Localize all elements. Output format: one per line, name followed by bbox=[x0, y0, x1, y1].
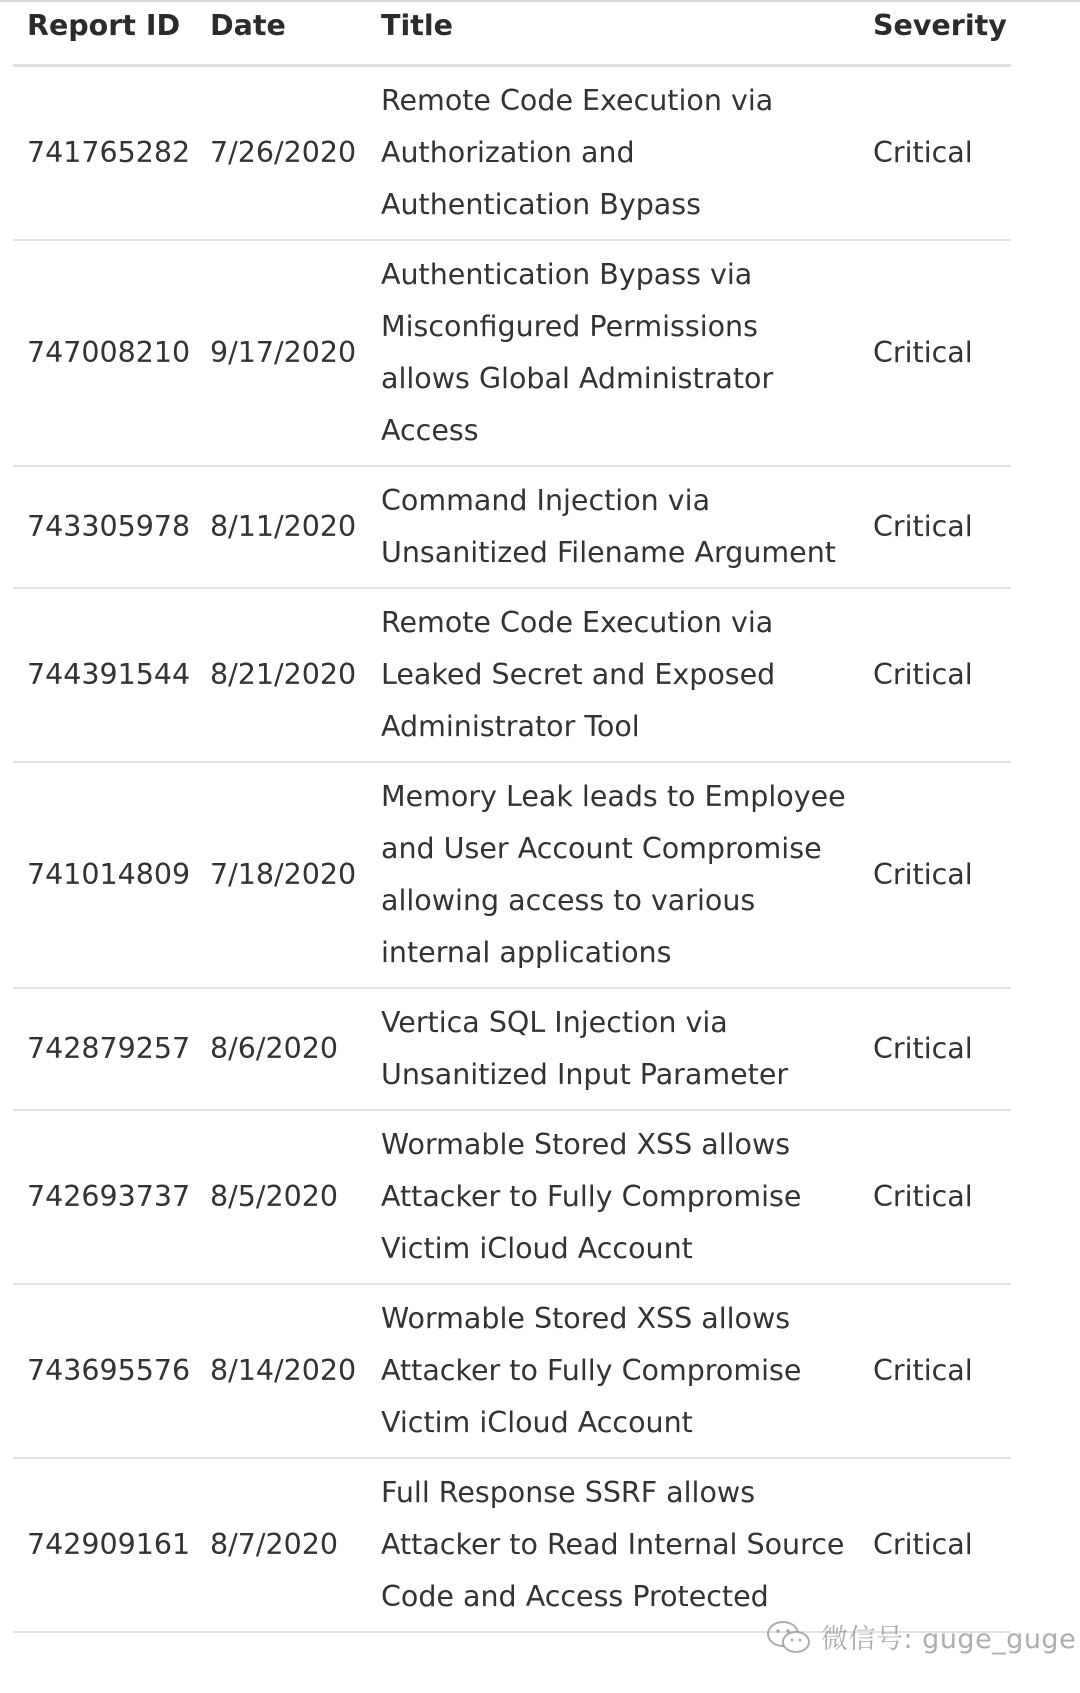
date-cell: 8/21/2020 bbox=[196, 588, 367, 762]
wechat-icon bbox=[765, 1618, 813, 1656]
header-report-id[interactable]: Report ID bbox=[13, 2, 196, 65]
header-severity[interactable]: Severity bbox=[859, 2, 1011, 65]
title-cell: Authentication Bypass via Misconfigured Permissions allows Global Administrator Access bbox=[367, 240, 859, 466]
table-header-row bbox=[13, 2, 1011, 65]
report-id-cell: 743305978 bbox=[13, 466, 196, 588]
title-cell: Full Response SSRF allows Attacker to Read Internal Source Code and Access Protected bbox=[367, 1458, 859, 1632]
table-row bbox=[13, 588, 1011, 762]
watermark-text: 微信号: guge_guge bbox=[821, 1624, 1077, 1655]
report-table bbox=[13, 2, 1011, 1633]
report-id-cell: 741014809 bbox=[13, 762, 196, 988]
report-id-cell: 742693737 bbox=[13, 1110, 196, 1284]
report-id-cell: 743695576 bbox=[13, 1284, 196, 1458]
date-cell: 8/14/2020 bbox=[196, 1284, 367, 1458]
table-row bbox=[13, 1284, 1011, 1458]
date-cell: 7/26/2020 bbox=[196, 65, 367, 240]
table-row bbox=[13, 1458, 1011, 1632]
severity-cell: Critical bbox=[859, 1110, 1011, 1284]
severity-cell: Critical bbox=[859, 240, 1011, 466]
severity-cell: Critical bbox=[859, 65, 1011, 240]
report-id-cell: 747008210 bbox=[13, 240, 196, 466]
date-cell: 9/17/2020 bbox=[196, 240, 367, 466]
date-cell: 8/11/2020 bbox=[196, 466, 367, 588]
table-row bbox=[13, 466, 1011, 588]
table-row bbox=[13, 240, 1011, 466]
date-cell: 7/18/2020 bbox=[196, 762, 367, 988]
severity-cell: Critical bbox=[859, 588, 1011, 762]
date-cell: 8/7/2020 bbox=[196, 1458, 367, 1632]
table-row bbox=[13, 65, 1011, 240]
table-row bbox=[13, 988, 1011, 1110]
table-row bbox=[13, 1110, 1011, 1284]
title-cell: Wormable Stored XSS allows Attacker to Fully Compromise Victim iCloud Account bbox=[367, 1284, 859, 1458]
header-title[interactable]: Title bbox=[367, 2, 859, 65]
date-cell: 8/6/2020 bbox=[196, 988, 367, 1110]
severity-cell: Critical bbox=[859, 1284, 1011, 1458]
date-cell: 8/5/2020 bbox=[196, 1110, 367, 1284]
table-row bbox=[13, 762, 1011, 988]
severity-cell: Critical bbox=[859, 988, 1011, 1110]
report-id-cell: 742909161 bbox=[13, 1458, 196, 1632]
title-cell: Command Injection via Unsanitized Filename Argument bbox=[367, 466, 859, 588]
title-cell: Memory Leak leads to Employee and User Account Compromise allowing access to various internal applications bbox=[367, 762, 859, 988]
severity-cell: Critical bbox=[859, 762, 1011, 988]
report-id-cell: 741765282 bbox=[13, 65, 196, 240]
report-id-cell: 742879257 bbox=[13, 988, 196, 1110]
header-date[interactable]: Date bbox=[196, 2, 367, 65]
title-cell: Wormable Stored XSS allows Attacker to Fully Compromise Victim iCloud Account bbox=[367, 1110, 859, 1284]
wechat-watermark bbox=[765, 1617, 1076, 1656]
title-cell: Remote Code Execution via Leaked Secret and Exposed Administrator Tool bbox=[367, 588, 859, 762]
report-id-cell: 744391544 bbox=[13, 588, 196, 762]
severity-cell: Critical bbox=[859, 466, 1011, 588]
title-cell: Vertica SQL Injection via Unsanitized Input Parameter bbox=[367, 988, 859, 1110]
severity-cell: Critical bbox=[859, 1458, 1011, 1632]
title-cell: Remote Code Execution via Authorization and Authentication Bypass bbox=[367, 65, 859, 240]
